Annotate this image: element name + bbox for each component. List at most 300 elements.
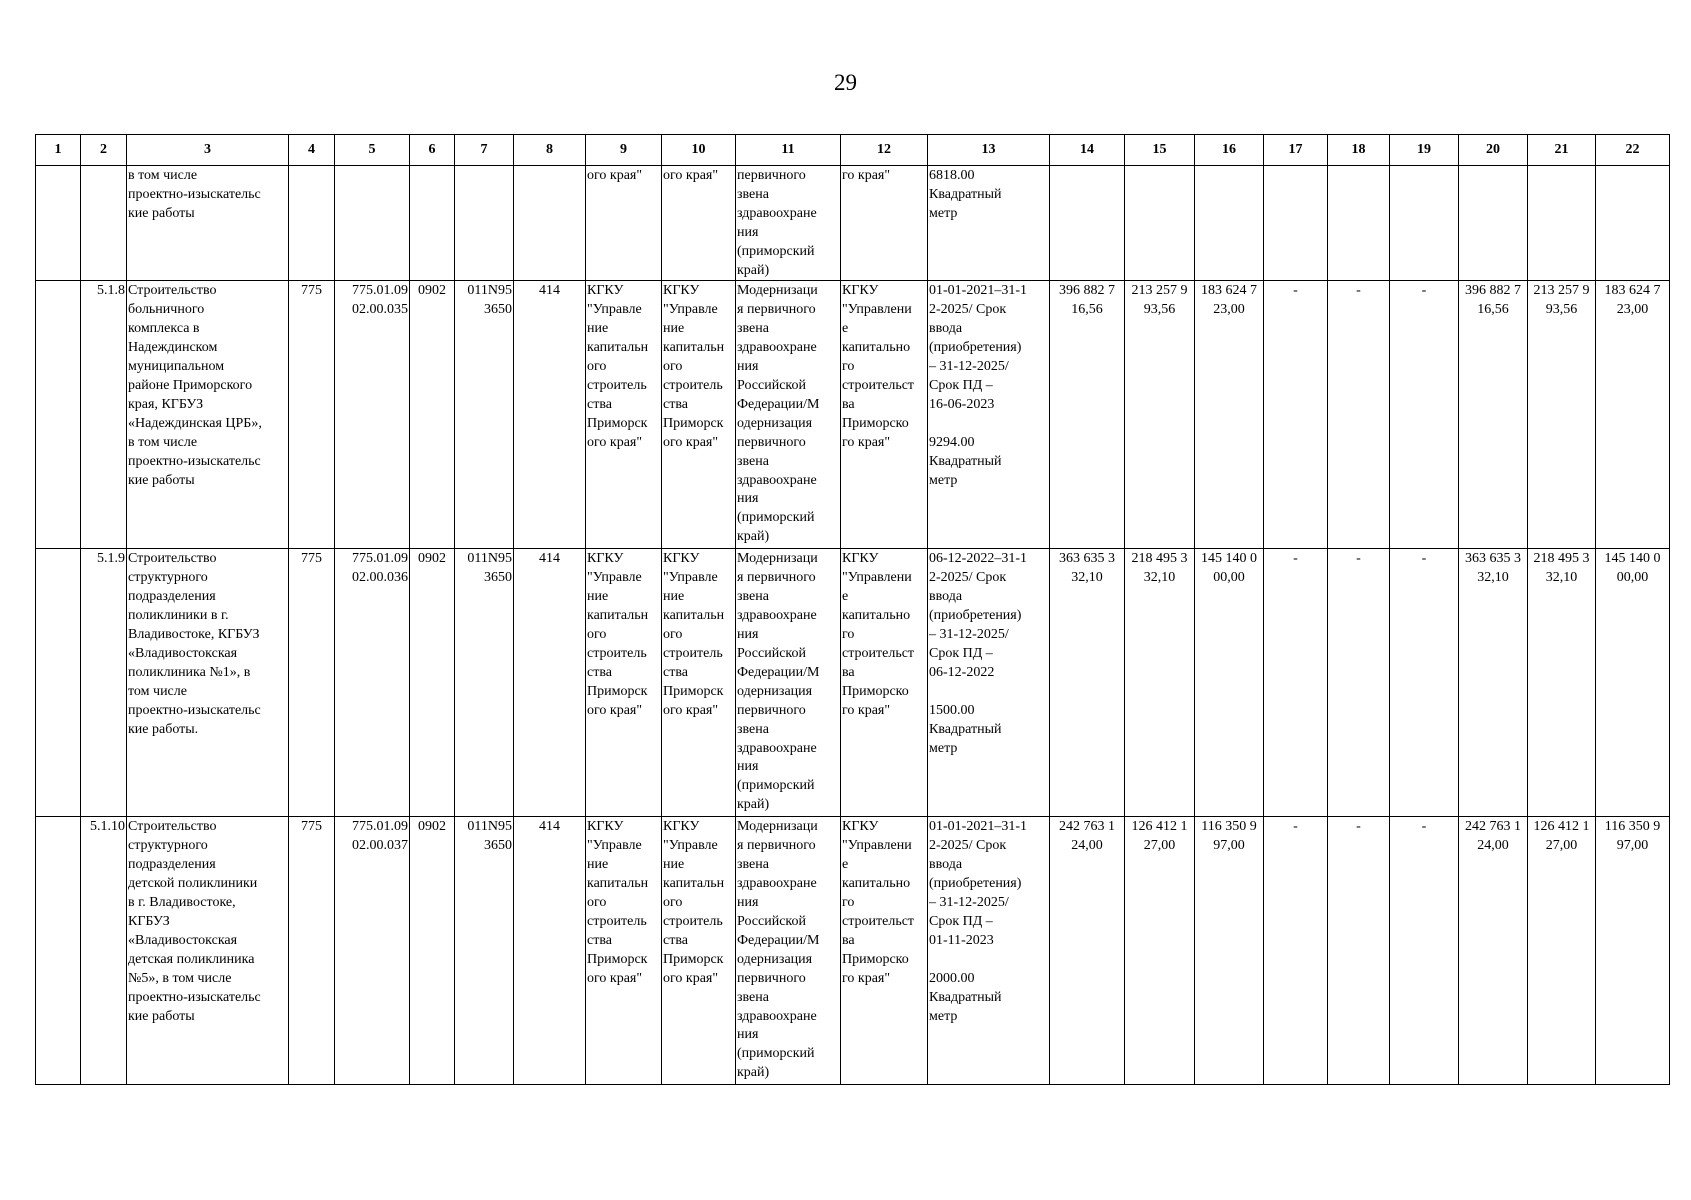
- table-cell-col-16: [1195, 281, 1264, 549]
- table-cell-col-10: [662, 817, 736, 1085]
- cell-line: 00,00: [1213, 570, 1245, 586]
- table-cell-col-22: [1596, 549, 1670, 817]
- cell-line: Модернизаци: [737, 819, 818, 835]
- cell-line: (приобретения): [929, 608, 1022, 624]
- row-number-cell: 5.1.10: [81, 817, 127, 1085]
- cell-line: 23,00: [1616, 302, 1649, 318]
- cell-line: капитальн: [663, 876, 725, 892]
- column-header: 11: [736, 135, 841, 166]
- cell-line: том числе: [128, 683, 187, 699]
- table-cell-col-5: [335, 281, 410, 549]
- cell-line: структурного: [128, 838, 208, 854]
- cell-line: структурного: [128, 570, 208, 586]
- cell-line: ого края": [663, 168, 719, 183]
- table-cell-col-1: [36, 281, 81, 549]
- table-cell-col-21: [1528, 549, 1596, 817]
- object-name-cell: [127, 166, 289, 281]
- table-cell-col-14: [1050, 166, 1125, 281]
- table-cell-col-22: [1596, 281, 1670, 549]
- cell-line: я первичного: [737, 302, 816, 318]
- table-cell-col-16: [1195, 166, 1264, 281]
- cell-line: 242 763 1: [1059, 819, 1115, 835]
- cell-line: я первичного: [737, 570, 816, 586]
- cell-line: Срок ПД –: [929, 645, 993, 661]
- column-header: 4: [289, 135, 335, 166]
- object-name-cell: [127, 549, 289, 817]
- table-cell-col-6: 0902: [410, 817, 455, 1085]
- table-cell-col-19: [1390, 166, 1459, 281]
- cell-line: первичного: [737, 970, 806, 986]
- cell-line: капитальн: [587, 876, 649, 892]
- cell-line: 3650: [484, 838, 512, 854]
- cell-line: "Управлени: [842, 570, 912, 586]
- column-header: 14: [1050, 135, 1125, 166]
- column-header: 8: [514, 135, 586, 166]
- column-header: 16: [1195, 135, 1264, 166]
- cell-line: «Владивостокская: [128, 932, 238, 948]
- cell-line: здравоохране: [737, 608, 817, 624]
- cell-line: в том числе: [128, 168, 198, 183]
- table-cell-col-18: [1328, 166, 1390, 281]
- cell-line: ого края": [663, 970, 719, 986]
- table-cell-col-5: [335, 817, 410, 1085]
- cell-line: 396 882 7: [1465, 283, 1521, 299]
- cell-line: звена: [737, 186, 769, 202]
- period-capacity-cell: [928, 817, 1050, 1085]
- column-header: 7: [455, 135, 514, 166]
- cell-line: звена: [737, 321, 769, 337]
- cell-line: КГКУ: [842, 283, 879, 299]
- cell-line: е: [842, 321, 849, 337]
- cell-line: капитально: [842, 876, 911, 892]
- cell-line: ввода: [929, 321, 963, 337]
- cell-line: 011N95: [467, 283, 512, 299]
- cell-line: ввода: [929, 589, 963, 605]
- column-header: 6: [410, 135, 455, 166]
- column-header: 18: [1328, 135, 1390, 166]
- cell-line: 97,00: [1213, 838, 1245, 854]
- table-cell-col-5: [335, 166, 410, 281]
- cell-line: Приморск: [663, 683, 724, 699]
- cell-line: проектно-изыскательс: [128, 453, 261, 469]
- cell-line: Квадратный: [929, 721, 1002, 737]
- table-cell-col-10: [662, 549, 736, 817]
- cell-line: 16,56: [1477, 302, 1509, 318]
- table-row: [36, 166, 1670, 281]
- table-cell-col-20: [1459, 817, 1528, 1085]
- cell-line: Строительство: [128, 551, 217, 567]
- cell-line: – 31-12-2025/: [929, 895, 1009, 911]
- cell-line: Российской: [737, 913, 806, 929]
- cell-line: 32,10: [1071, 570, 1103, 586]
- column-header: 3: [127, 135, 289, 166]
- cell-line: №5», в том числе: [128, 970, 232, 986]
- table-cell-col-20: [1459, 166, 1528, 281]
- cell-line: «Владивостокская: [128, 645, 238, 661]
- cell-line: детская поликлиника: [128, 951, 255, 967]
- cell-line: 27,00: [1143, 838, 1176, 854]
- table-cell-col-7: [455, 166, 514, 281]
- cell-line: капитально: [842, 340, 911, 356]
- cell-line: край): [737, 529, 770, 545]
- cell-line: е: [842, 589, 849, 605]
- cell-line: Квадратный: [929, 989, 1002, 1005]
- cell-line: здравоохране: [737, 205, 817, 221]
- cell-line: проектно-изыскательс: [128, 186, 261, 202]
- table-cell-col-15: [1125, 817, 1195, 1085]
- cell-line: ния: [737, 359, 759, 375]
- table-cell-col-12: [841, 549, 928, 817]
- cell-line: ства: [663, 932, 688, 948]
- column-header: 20: [1459, 135, 1528, 166]
- table-cell-col-8: 414: [514, 549, 586, 817]
- cell-line: го: [842, 627, 855, 643]
- cell-line: проектно-изыскательс: [128, 702, 261, 718]
- cell-line: КГКУ: [842, 819, 879, 835]
- column-header: 1: [36, 135, 81, 166]
- cell-line: 213 257 9: [1533, 283, 1590, 299]
- cell-line: ния: [737, 759, 759, 775]
- table-cell-col-9: [586, 281, 662, 549]
- cell-line: комплекса в: [128, 321, 200, 337]
- cell-line: края, КГБУЗ: [128, 396, 204, 412]
- cell-line: – 31-12-2025/: [929, 359, 1009, 375]
- cell-line: 16,56: [1071, 302, 1103, 318]
- cell-line: первичного: [737, 168, 806, 183]
- cell-line: Строительство: [128, 819, 217, 835]
- cell-line: го края": [842, 702, 891, 718]
- cell-line: одернизация: [737, 951, 813, 967]
- cell-line: здравоохране: [737, 340, 817, 356]
- table-header-row: [36, 135, 1670, 166]
- cell-line: Срок ПД –: [929, 913, 993, 929]
- cell-line: 9294.00: [929, 434, 975, 450]
- cell-line: КГКУ: [842, 551, 879, 567]
- table-cell-col-1: [36, 166, 81, 281]
- cell-line: строитель: [587, 913, 647, 929]
- table-cell-col-19: -: [1390, 817, 1459, 1085]
- table-row: [36, 281, 1670, 549]
- cell-line: го края": [842, 434, 891, 450]
- cell-line: Модернизаци: [737, 283, 818, 299]
- cell-line: ства: [663, 664, 688, 680]
- cell-line: 32,10: [1477, 570, 1509, 586]
- column-header: 19: [1390, 135, 1459, 166]
- table-cell-col-16: [1195, 549, 1264, 817]
- cell-line: ого: [587, 627, 607, 643]
- table-cell-col-21: [1528, 281, 1596, 549]
- cell-line: подразделения: [128, 857, 216, 873]
- cell-line: ние: [587, 857, 609, 873]
- cell-line: 23,00: [1213, 302, 1245, 318]
- column-header: 22: [1596, 135, 1670, 166]
- table-cell-col-11: [736, 549, 841, 817]
- cell-line: край): [737, 1065, 770, 1081]
- column-header: 5: [335, 135, 410, 166]
- table-cell-col-19: -: [1390, 549, 1459, 817]
- cell-line: ого: [587, 359, 607, 375]
- table-cell-col-12: [841, 281, 928, 549]
- cell-line: ние: [587, 321, 609, 337]
- table-cell-col-9: [586, 817, 662, 1085]
- row-number-cell: [81, 166, 127, 281]
- table-cell-col-17: -: [1264, 549, 1328, 817]
- cell-line: КГКУ: [663, 283, 700, 299]
- cell-line: ого: [663, 627, 683, 643]
- table-cell-col-17: [1264, 166, 1328, 281]
- cell-line: 242 763 1: [1465, 819, 1521, 835]
- cell-line: Приморск: [587, 415, 648, 431]
- data-table: [35, 134, 1670, 1085]
- cell-line: 213 257 9: [1131, 283, 1188, 299]
- cell-line: Приморско: [842, 951, 909, 967]
- cell-line: здравоохране: [737, 472, 817, 488]
- row-number-cell: 5.1.8: [81, 281, 127, 549]
- cell-line: звена: [737, 453, 769, 469]
- cell-line: [929, 683, 1048, 702]
- cell-line: ввода: [929, 857, 963, 873]
- table-cell-col-6: [410, 166, 455, 281]
- cell-line: Приморск: [663, 415, 724, 431]
- table-cell-col-15: [1125, 281, 1195, 549]
- cell-line: капитальн: [663, 340, 725, 356]
- cell-line: одернизация: [737, 683, 813, 699]
- cell-line: первичного: [737, 434, 806, 450]
- cell-line: Приморск: [663, 951, 724, 967]
- table-cell-col-6: 0902: [410, 549, 455, 817]
- cell-line: ого края": [587, 434, 643, 450]
- cell-line: кие работы: [128, 472, 195, 488]
- cell-line: Квадратный: [929, 453, 1002, 469]
- table-cell-col-18: -: [1328, 549, 1390, 817]
- cell-line: Приморско: [842, 683, 909, 699]
- cell-line: ства: [587, 664, 612, 680]
- cell-line: го края": [842, 970, 891, 986]
- cell-line: [929, 951, 1048, 970]
- cell-line: е: [842, 857, 849, 873]
- cell-line: – 31-12-2025/: [929, 627, 1009, 643]
- cell-line: ва: [842, 396, 855, 412]
- cell-line: 011N95: [467, 551, 512, 567]
- cell-line: го: [842, 359, 855, 375]
- table-cell-col-14: [1050, 549, 1125, 817]
- cell-line: ства: [587, 932, 612, 948]
- cell-line: подразделения: [128, 589, 216, 605]
- cell-line: Федерации/М: [737, 932, 820, 948]
- table-cell-col-16: [1195, 817, 1264, 1085]
- table-cell-col-19: -: [1390, 281, 1459, 549]
- cell-line: "Управле: [587, 838, 642, 854]
- cell-line: 27,00: [1545, 838, 1578, 854]
- cell-line: КГКУ: [587, 283, 624, 299]
- cell-line: "Управле: [587, 570, 642, 586]
- cell-line: 116 350 9: [1604, 819, 1661, 835]
- table-cell-col-21: [1528, 166, 1596, 281]
- table-cell-col-17: -: [1264, 817, 1328, 1085]
- table-cell-col-8: 414: [514, 817, 586, 1085]
- cell-line: метр: [929, 740, 958, 756]
- cell-line: 01-01-2021–31-1: [929, 283, 1027, 299]
- cell-line: 6818.00: [929, 168, 975, 183]
- cell-line: капитальн: [587, 340, 649, 356]
- cell-line: го: [842, 895, 855, 911]
- cell-line: ния: [737, 224, 759, 240]
- cell-line: Российской: [737, 377, 806, 393]
- cell-line: "Управле: [587, 302, 642, 318]
- table-cell-col-15: [1125, 549, 1195, 817]
- table-body: [36, 166, 1670, 1085]
- cell-line: больничного: [128, 302, 205, 318]
- cell-line: 01-01-2021–31-1: [929, 819, 1027, 835]
- cell-line: Приморск: [587, 951, 648, 967]
- table-cell-col-20: [1459, 281, 1528, 549]
- cell-line: 145 140 0: [1201, 551, 1257, 567]
- cell-line: в том числе: [128, 434, 198, 450]
- cell-line: ства: [587, 396, 612, 412]
- cell-line: ния: [737, 1027, 759, 1043]
- table-cell-col-5: [335, 549, 410, 817]
- cell-line: го края": [842, 168, 891, 183]
- table-cell-col-4: 775: [289, 549, 335, 817]
- cell-line: край): [737, 797, 770, 813]
- cell-line: ние: [663, 321, 685, 337]
- column-header: 12: [841, 135, 928, 166]
- cell-line: 00,00: [1616, 570, 1649, 586]
- period-capacity-cell: [928, 549, 1050, 817]
- table-cell-col-8: [514, 166, 586, 281]
- table-cell-col-21: [1528, 817, 1596, 1085]
- cell-line: звена: [737, 857, 769, 873]
- table-cell-col-4: 775: [289, 281, 335, 549]
- table-cell-col-7: [455, 549, 514, 817]
- cell-line: Срок ПД –: [929, 377, 993, 393]
- cell-line: 116 350 9: [1201, 819, 1257, 835]
- cell-line: муниципальном: [128, 359, 225, 375]
- table-cell-col-15: [1125, 166, 1195, 281]
- cell-line: 2-2025/ Срок: [929, 302, 1007, 318]
- table-cell-col-4: 775: [289, 817, 335, 1085]
- cell-line: 011N95: [467, 819, 512, 835]
- table-cell-col-14: [1050, 817, 1125, 1085]
- cell-line: строитель: [663, 645, 723, 661]
- cell-line: 218 495 3: [1533, 551, 1590, 567]
- page-number: 29: [834, 70, 857, 95]
- cell-line: одернизация: [737, 415, 813, 431]
- cell-line: Федерации/М: [737, 664, 820, 680]
- table-cell-col-4: [289, 166, 335, 281]
- cell-line: капитально: [842, 608, 911, 624]
- cell-line: кие работы: [128, 1008, 195, 1024]
- cell-line: 2-2025/ Срок: [929, 570, 1007, 586]
- table-cell-col-11: [736, 166, 841, 281]
- cell-line: Строительство: [128, 283, 217, 299]
- period-capacity-cell: [928, 281, 1050, 549]
- cell-line: 06-12-2022–31-1: [929, 551, 1027, 567]
- cell-line: 2000.00: [929, 970, 975, 986]
- table-cell-col-18: -: [1328, 281, 1390, 549]
- cell-line: 183 624 7: [1201, 283, 1257, 299]
- column-header: 9: [586, 135, 662, 166]
- cell-line: детской поликлиники: [128, 876, 258, 892]
- table-cell-col-10: [662, 281, 736, 549]
- object-name-cell: [127, 817, 289, 1085]
- table-row: [36, 817, 1670, 1085]
- cell-line: строительст: [842, 377, 915, 393]
- cell-line: ние: [663, 857, 685, 873]
- cell-line: здравоохране: [737, 740, 817, 756]
- cell-line: КГКУ: [663, 819, 700, 835]
- cell-line: 06-12-2022: [929, 664, 995, 680]
- cell-line: 363 635 3: [1465, 551, 1521, 567]
- cell-line: ния: [737, 895, 759, 911]
- cell-line: Приморско: [842, 415, 909, 431]
- cell-line: поликлиника №1», в: [128, 664, 251, 680]
- cell-line: 02.00.037: [352, 838, 408, 854]
- cell-line: 1500.00: [929, 702, 975, 718]
- cell-line: 363 635 3: [1059, 551, 1115, 567]
- cell-line: ние: [587, 589, 609, 605]
- table-cell-col-22: [1596, 166, 1670, 281]
- cell-line: (приморский: [737, 778, 815, 794]
- cell-line: КГКУ: [587, 551, 624, 567]
- table-cell-col-12: [841, 817, 928, 1085]
- cell-line: Квадратный: [929, 186, 1002, 202]
- cell-line: метр: [929, 472, 958, 488]
- cell-line: здравоохране: [737, 876, 817, 892]
- cell-line: 02.00.036: [352, 570, 408, 586]
- table-cell-col-8: 414: [514, 281, 586, 549]
- cell-line: 93,56: [1545, 302, 1578, 318]
- column-header: 21: [1528, 135, 1596, 166]
- cell-line: 775.01.09: [352, 283, 408, 299]
- table-cell-col-1: [36, 549, 81, 817]
- table-row: [36, 549, 1670, 817]
- cell-line: 16-06-2023: [929, 396, 995, 412]
- cell-line: 97,00: [1616, 838, 1649, 854]
- cell-line: строительст: [842, 645, 915, 661]
- cell-line: "Управле: [663, 302, 718, 318]
- period-capacity-cell: [928, 166, 1050, 281]
- cell-line: 3650: [484, 302, 512, 318]
- cell-line: 24,00: [1071, 838, 1103, 854]
- table-cell-col-14: [1050, 281, 1125, 549]
- cell-line: районе Приморского: [128, 377, 253, 393]
- object-name-cell: [127, 281, 289, 549]
- cell-line: (приморский: [737, 1046, 815, 1062]
- cell-line: ого края": [587, 168, 643, 183]
- cell-line: 01-11-2023: [929, 932, 994, 948]
- column-header: 10: [662, 135, 736, 166]
- cell-line: ние: [663, 589, 685, 605]
- cell-line: "Управлени: [842, 302, 912, 318]
- table-cell-col-7: [455, 281, 514, 549]
- cell-line: "Управлени: [842, 838, 912, 854]
- cell-line: 218 495 3: [1131, 551, 1188, 567]
- cell-line: первичного: [737, 702, 806, 718]
- cell-line: КГКУ: [587, 819, 624, 835]
- cell-line: здравоохране: [737, 1008, 817, 1024]
- cell-line: 02.00.035: [352, 302, 408, 318]
- cell-line: Федерации/М: [737, 396, 820, 412]
- column-header: 15: [1125, 135, 1195, 166]
- cell-line: 24,00: [1477, 838, 1509, 854]
- cell-line: строитель: [663, 913, 723, 929]
- cell-line: кие работы: [128, 205, 195, 221]
- column-header: 2: [81, 135, 127, 166]
- table-cell-col-9: [586, 166, 662, 281]
- column-header: 13: [928, 135, 1050, 166]
- cell-line: «Надеждинская ЦРБ»,: [128, 415, 262, 431]
